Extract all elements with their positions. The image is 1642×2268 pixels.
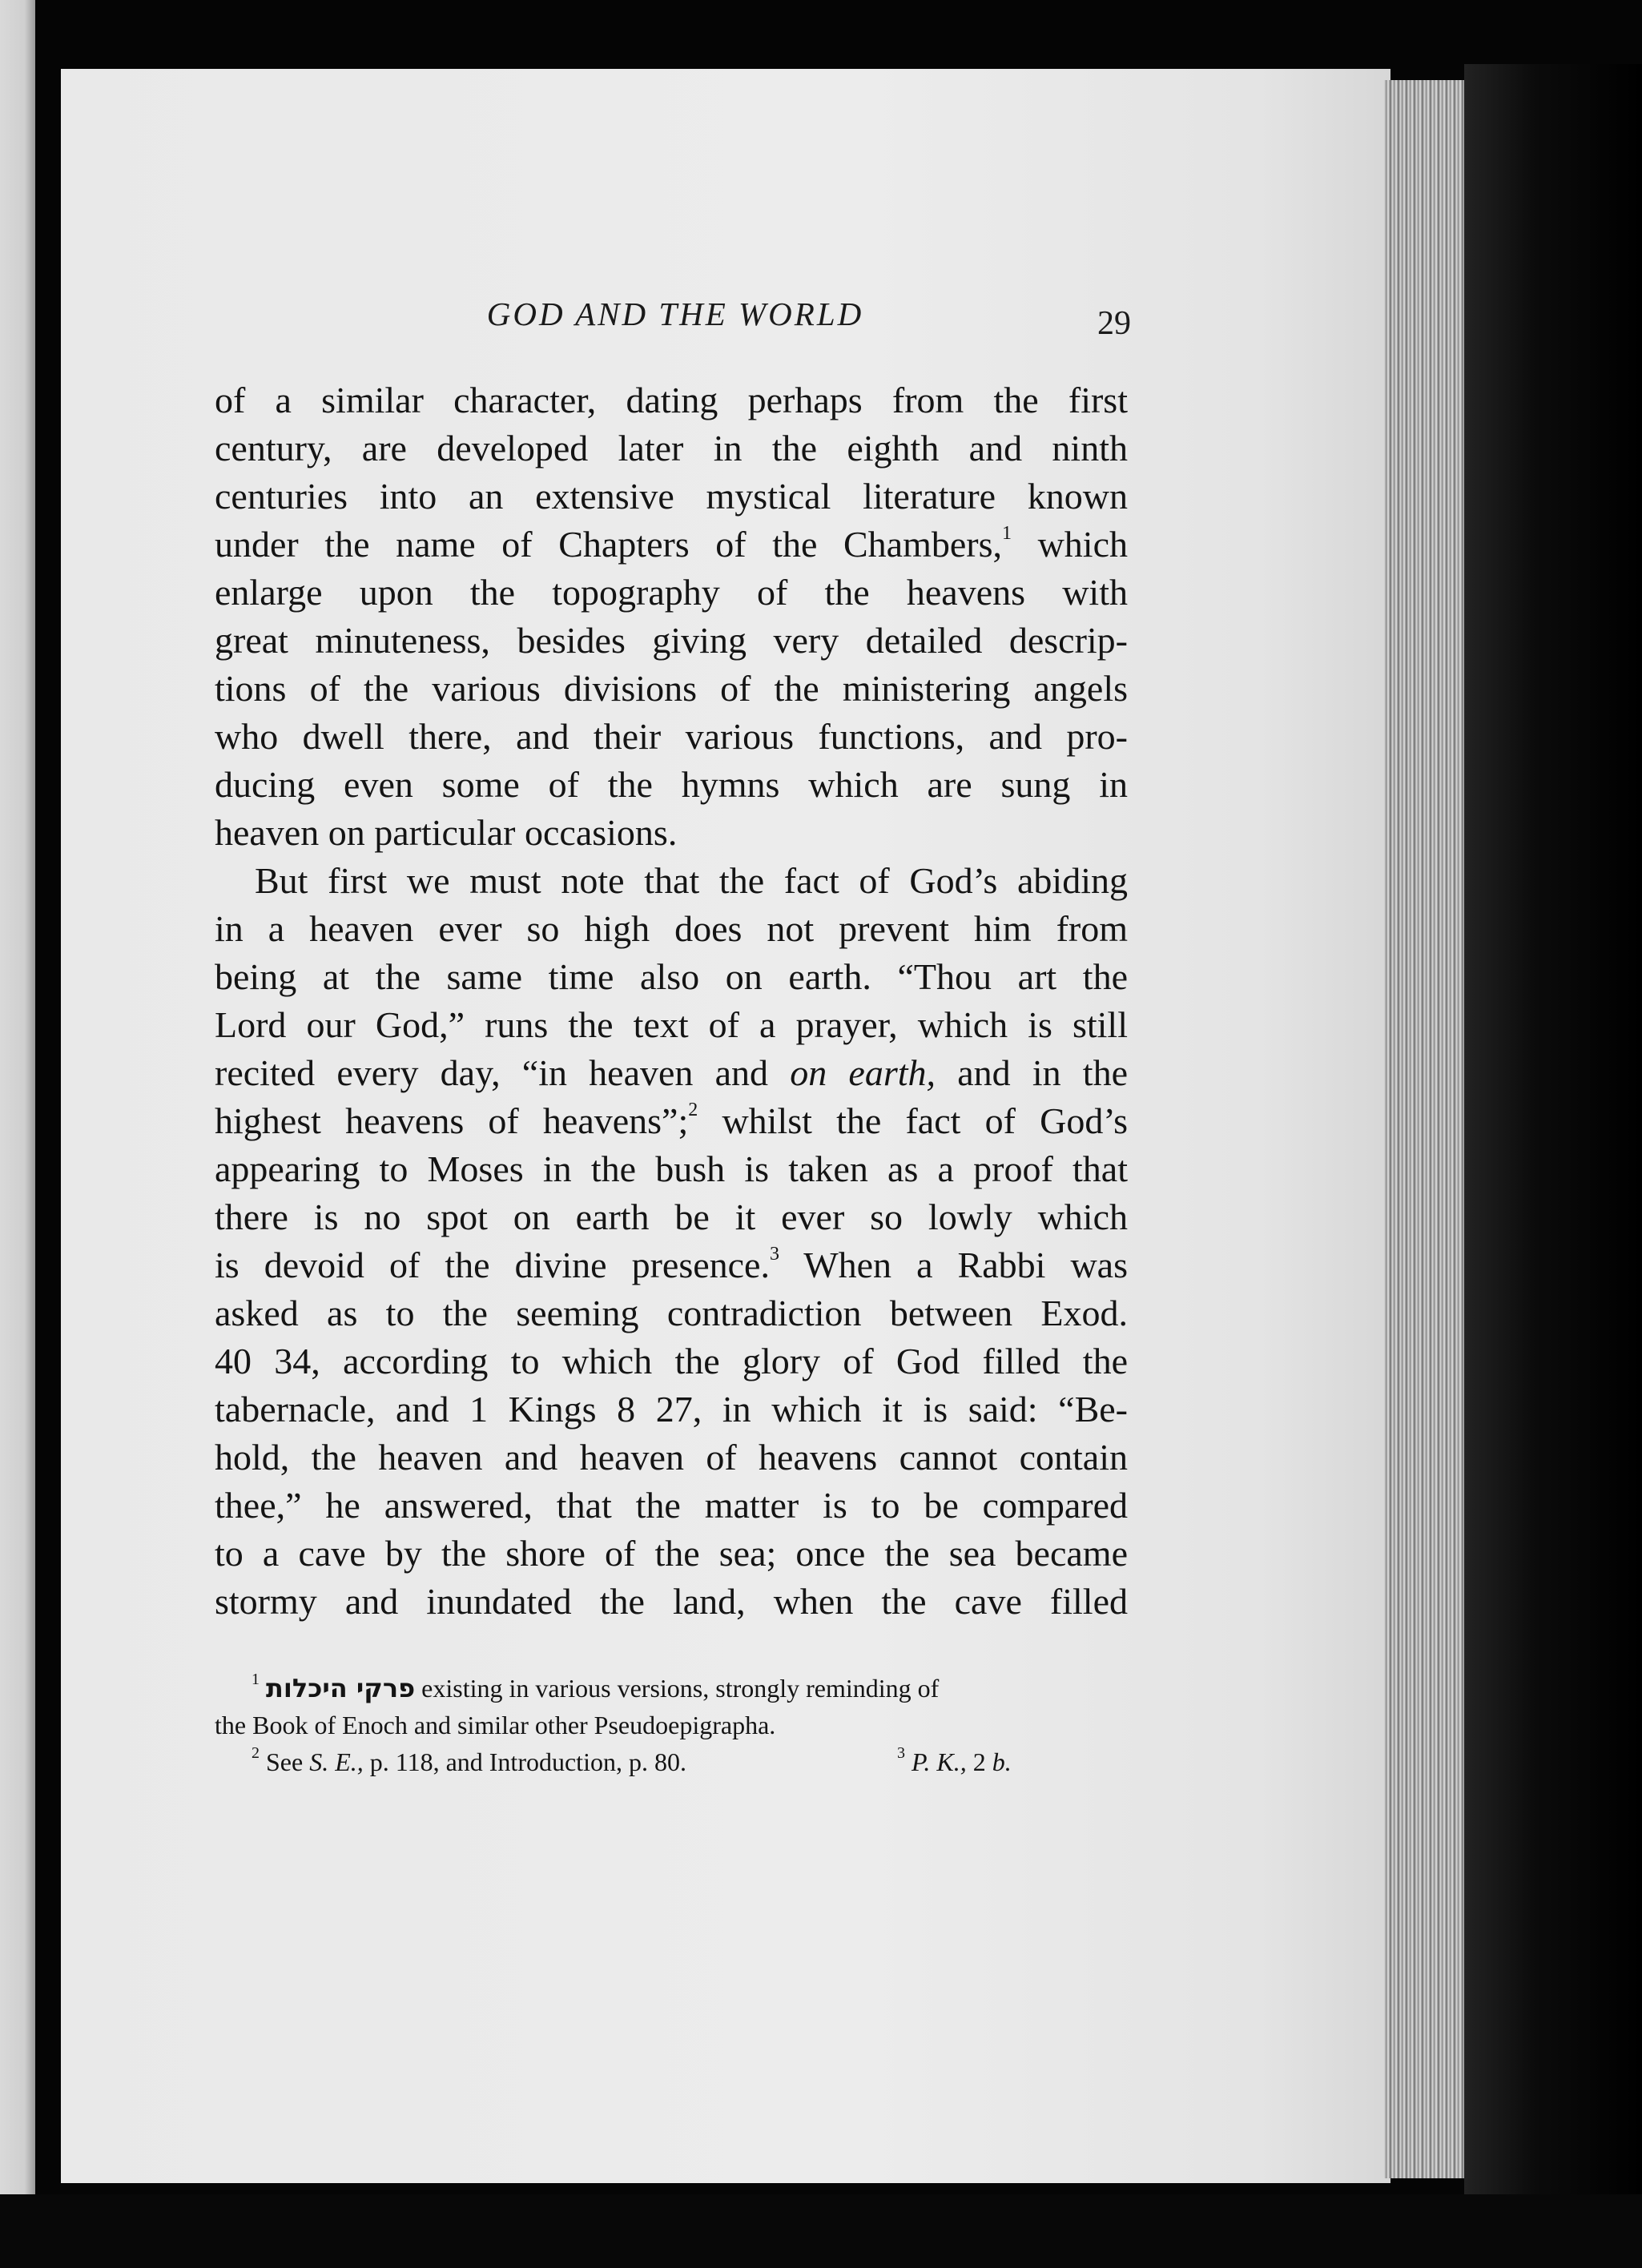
text-line xyxy=(215,472,1128,521)
footnote-abbrev: P. K., xyxy=(905,1747,967,1776)
text-segment: who dwell there, and their various functions, and pro- xyxy=(215,716,1128,757)
text-line xyxy=(215,521,1128,569)
text-segment: heaven on particular occasions. xyxy=(215,812,678,853)
text-segment: there is no spot on earth be it ever so lowly which xyxy=(215,1196,1128,1237)
text-segment: under the name of Chapters of the Chambers, xyxy=(215,524,1002,565)
text-line xyxy=(215,617,1128,665)
text-segment: tions of the various divisions of the ministering angels xyxy=(215,668,1128,709)
text-line xyxy=(215,905,1128,953)
text-line xyxy=(215,1193,1128,1241)
footnote-abbrev: S. E., xyxy=(309,1747,364,1776)
italic-text: on earth, xyxy=(790,1052,936,1093)
text-segment: appearing to Moses in the bush is taken as a proof that xyxy=(215,1148,1128,1189)
text-segment: But first we must note that the fact of God’s abiding xyxy=(255,860,1128,901)
footnote-3 xyxy=(897,1743,1012,1780)
footnote-marker: 3 xyxy=(897,1744,905,1762)
running-head: GOD AND THE WORLD xyxy=(486,296,864,332)
footnotes xyxy=(215,1670,1128,1780)
footnote-line-2-3 xyxy=(215,1743,1128,1780)
footnote-text: 2 xyxy=(966,1747,992,1776)
text-line xyxy=(215,376,1128,424)
text-segment: asked as to the seeming contradiction between Exod. xyxy=(215,1293,1128,1333)
page-stack-edges xyxy=(1384,80,1464,2178)
text-line xyxy=(215,569,1128,617)
text-line xyxy=(215,1434,1128,1482)
text-segment: to a cave by the shore of the sea; once the sea became xyxy=(215,1533,1128,1574)
text-line xyxy=(215,953,1128,1001)
text-line xyxy=(215,1241,1128,1289)
text-line xyxy=(215,713,1128,761)
text-line xyxy=(215,1337,1128,1385)
text-line xyxy=(215,1482,1128,1530)
footnote-reference: 3 xyxy=(769,1244,779,1265)
text-segment: stormy and inundated the land, when the cave filled xyxy=(215,1581,1128,1622)
footnote-text: p. 118, and Introduction, p. 80. xyxy=(363,1747,686,1776)
text-line xyxy=(215,1145,1128,1193)
text-line xyxy=(215,1385,1128,1434)
text-line xyxy=(215,857,1128,905)
footnote-marker: 2 xyxy=(252,1744,260,1762)
text-segment: Lord our God,” runs the text of a prayer, which is still xyxy=(215,1004,1128,1045)
text-segment: 40 34, according to which the glory of God filled the xyxy=(215,1341,1128,1381)
body-text xyxy=(215,376,1128,1626)
text-segment: is devoid of the divine presence. xyxy=(215,1245,770,1285)
footnote-marker: 1 xyxy=(252,1671,260,1688)
text-line xyxy=(215,809,1128,857)
text-segment: being at the same time also on earth. “Thou art the xyxy=(215,956,1128,997)
footnote-reference: 2 xyxy=(688,1100,698,1120)
text-line xyxy=(215,1049,1128,1097)
text-segment: centuries into an extensive mystical literature known xyxy=(215,476,1128,517)
text-segment: highest heavens of heavens”; xyxy=(215,1100,689,1141)
text-segment: century, are developed later in the eighth and ninth xyxy=(215,428,1128,468)
footnote-1 xyxy=(215,1670,1128,1707)
text-line xyxy=(215,761,1128,809)
bottom-shadow xyxy=(0,2194,1642,2268)
footnote-abbrev: b. xyxy=(992,1747,1012,1776)
text-segment: and in the xyxy=(936,1052,1128,1093)
facing-page-edge xyxy=(0,0,35,2268)
text-segment: When a Rabbi was xyxy=(779,1245,1128,1285)
text-line xyxy=(215,1001,1128,1049)
book-spine xyxy=(1464,64,1642,2268)
footnote-text: existing in various versions, strongly reminding of xyxy=(415,1674,940,1703)
text-segment: in a heaven ever so high does not prevent him from xyxy=(215,908,1128,949)
text-line xyxy=(215,1289,1128,1337)
text-segment: hold, the heaven and heaven of heavens cannot contain xyxy=(215,1437,1128,1478)
footnote-text: See xyxy=(260,1747,310,1776)
text-segment: which xyxy=(1012,524,1128,565)
text-segment: whilst the fact of God’s xyxy=(698,1100,1129,1141)
text-segment: of a similar character, dating perhaps from the first xyxy=(215,380,1128,420)
text-line xyxy=(215,1530,1128,1578)
text-segment: great minuteness, besides giving very detailed descrip- xyxy=(215,620,1128,661)
text-line xyxy=(215,1578,1128,1626)
text-segment: enlarge upon the topography of the heavens with xyxy=(215,572,1128,613)
text-segment: thee,” he answered, that the matter is to be compared xyxy=(215,1485,1128,1526)
footnote-1-continued: the Book of Enoch and similar other Pseudoepigrapha. xyxy=(215,1711,776,1739)
text-line xyxy=(215,424,1128,472)
text-segment: ducing even some of the hymns which are sung in xyxy=(215,764,1128,805)
text-line xyxy=(215,1097,1128,1145)
text-segment: recited every day, “in heaven and xyxy=(215,1052,791,1093)
text-segment: tabernacle, and 1 Kings 8 27, in which it is said: “Be- xyxy=(215,1389,1128,1430)
hebrew-title: פרקי היכלות xyxy=(266,1673,416,1703)
footnote-reference: 1 xyxy=(1002,523,1012,544)
text-line xyxy=(215,665,1128,713)
page-number: 29 xyxy=(1097,305,1131,342)
